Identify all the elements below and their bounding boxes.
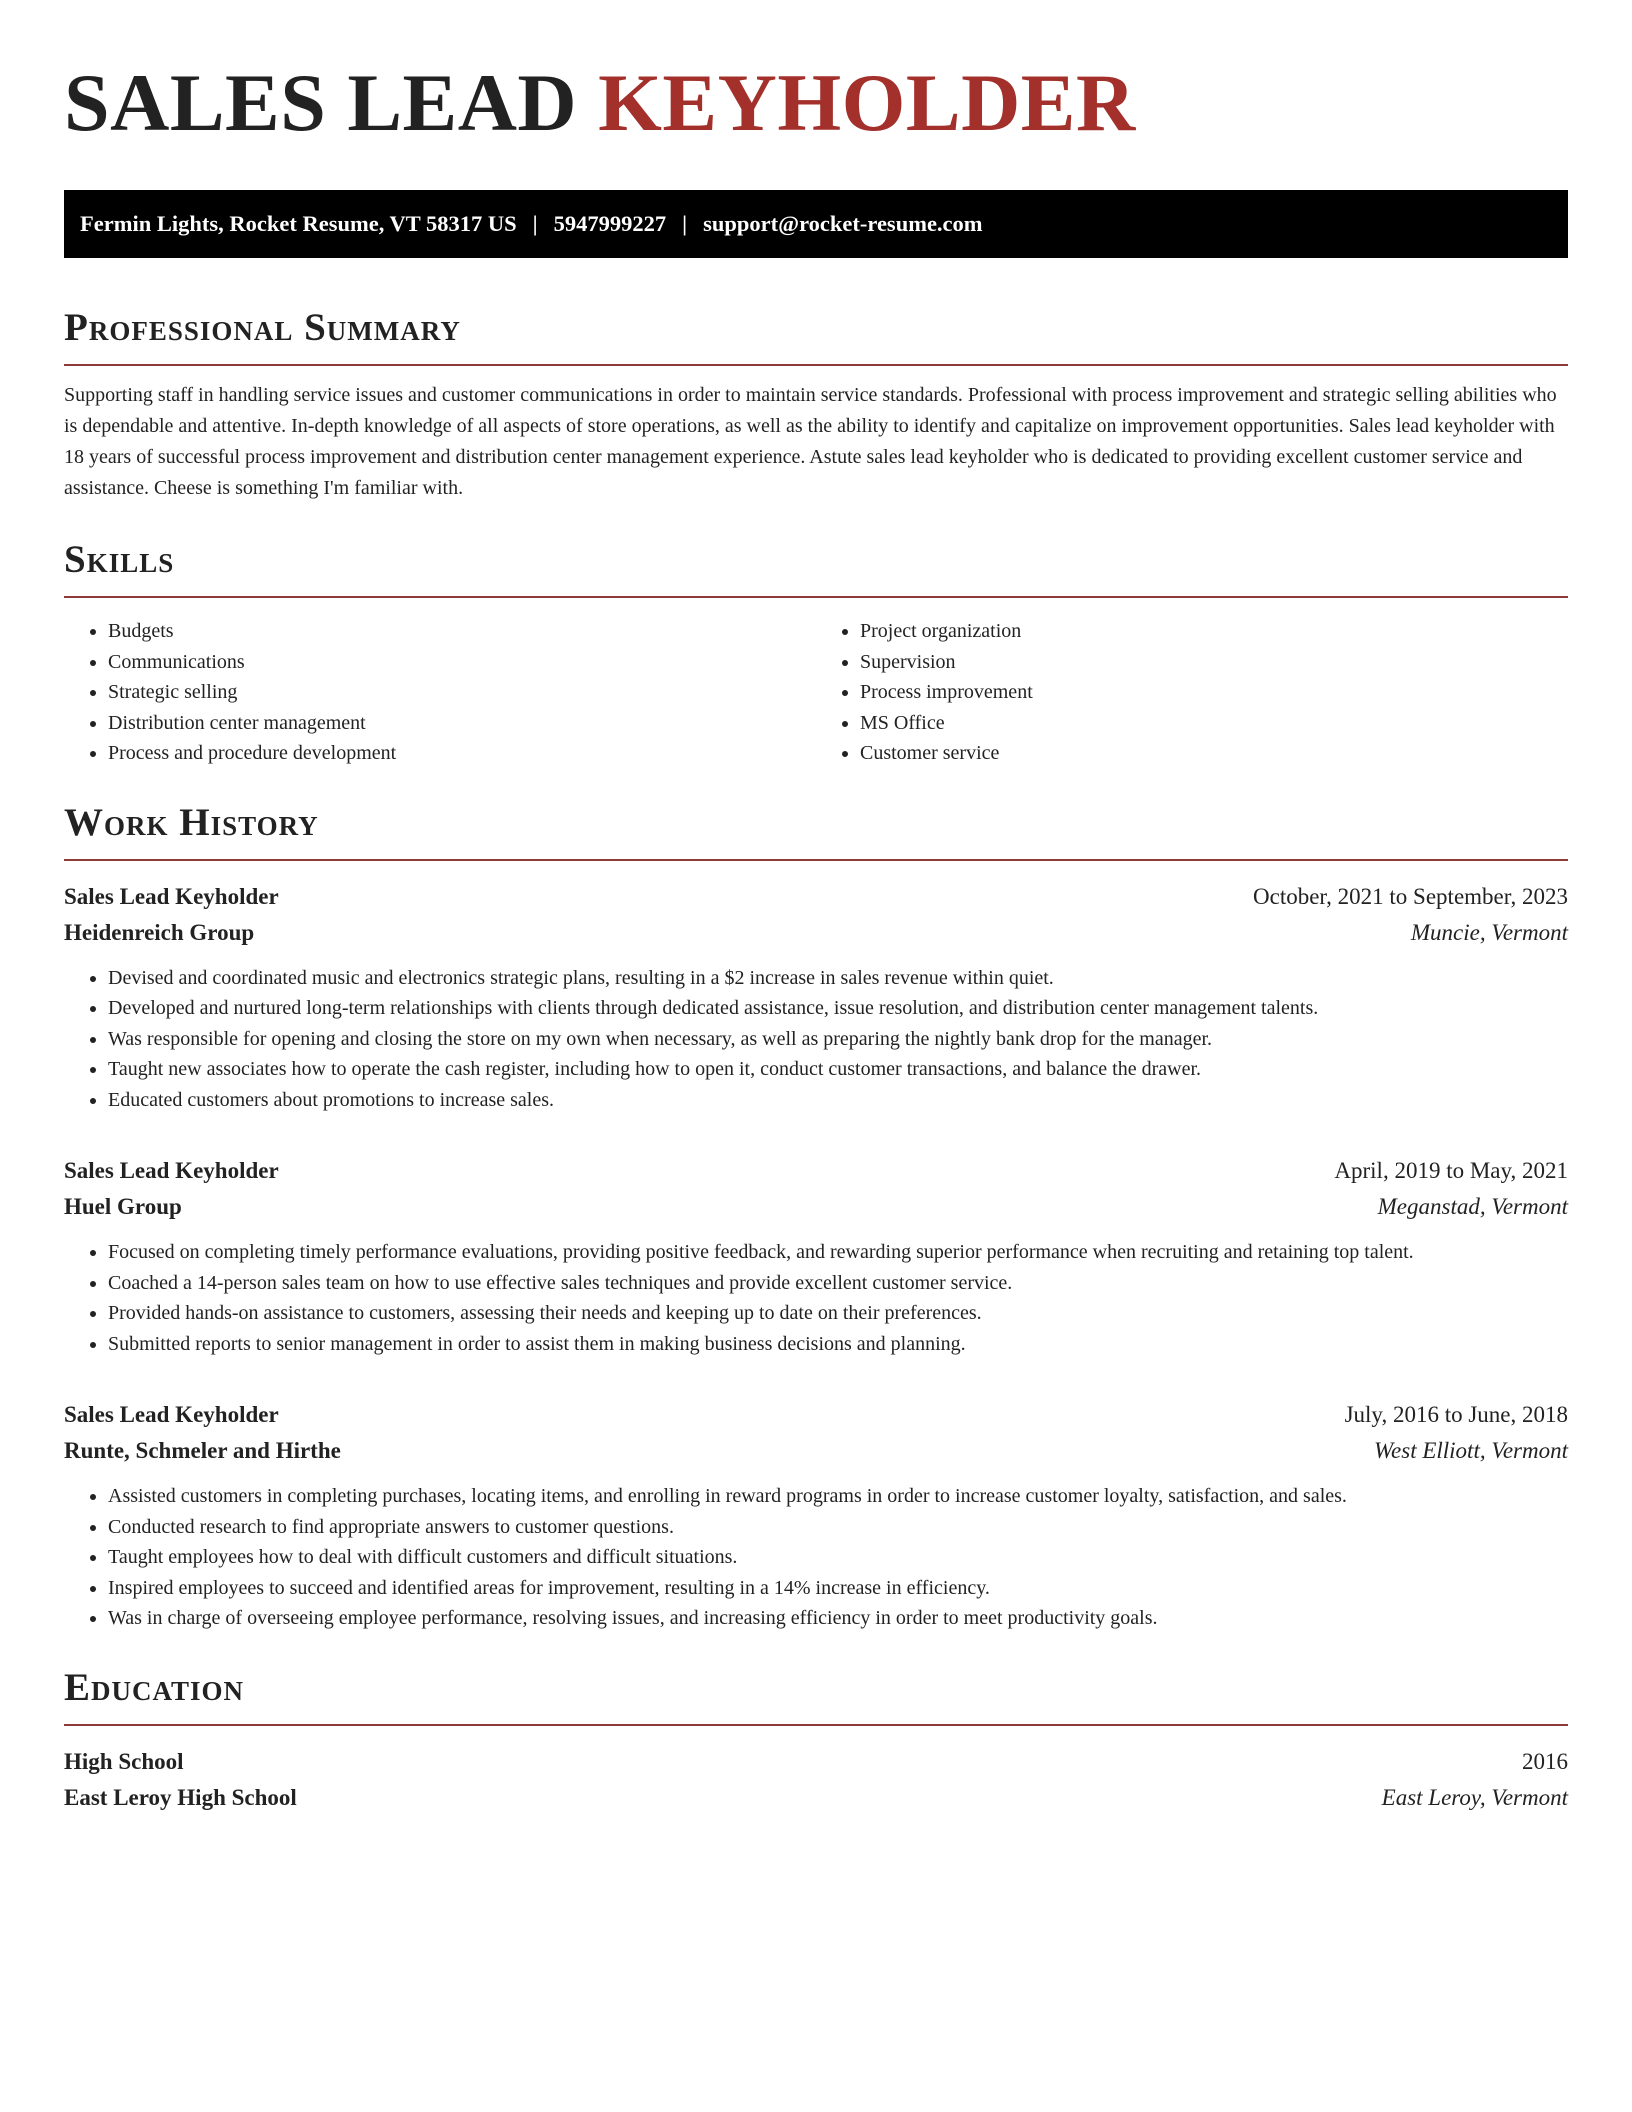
summary-section bbox=[64, 306, 1568, 504]
job-bullet: • Focused on completing timely performance evaluations, providing positive feedback, and rewarding superior performance when recruiting and retaining top talent. bbox=[108, 1237, 1568, 1268]
skill-item: • Customer service bbox=[860, 738, 1568, 769]
contact-separator: | bbox=[682, 211, 688, 236]
name-accent-part: KEYHOLDER bbox=[598, 57, 1136, 148]
section-divider bbox=[64, 596, 1568, 598]
contact-separator: | bbox=[532, 211, 538, 236]
contact-bar bbox=[64, 190, 1568, 258]
skills-list-left bbox=[64, 616, 816, 769]
job-bullet: • Taught employees how to deal with difficult customers and difficult situations. bbox=[108, 1542, 1568, 1573]
job-bullet: • Assisted customers in completing purchases, locating items, and enrolling in reward programs in order to increase customer loyalty, satisfaction, and sales. bbox=[108, 1481, 1568, 1512]
skill-item: • Distribution center management bbox=[108, 708, 816, 739]
job-location: West Elliott, Vermont bbox=[1373, 1438, 1568, 1463]
job-bullet: • Educated customers about promotions to increase sales. bbox=[108, 1085, 1568, 1116]
education-degree: High School bbox=[64, 1748, 184, 1774]
section-divider bbox=[64, 364, 1568, 366]
job-bullet: • Was in charge of overseeing employee performance, resolving issues, and increasing efficiency in order to meet productivity goals. bbox=[108, 1603, 1568, 1634]
job-location: Meganstad, Vermont bbox=[1377, 1194, 1568, 1219]
contact-email: support@rocket-resume.com bbox=[703, 211, 983, 236]
education-year: 2016 bbox=[1522, 1748, 1568, 1774]
job-bullets bbox=[64, 1481, 1568, 1634]
name-first-part: SALES LEAD bbox=[64, 57, 599, 148]
job-location: Muncie, Vermont bbox=[1410, 919, 1568, 945]
section-title-education: Education bbox=[64, 1665, 245, 1709]
work-history-section bbox=[64, 801, 1568, 1634]
education-entry bbox=[64, 1744, 1568, 1816]
job-dates: July, 2016 to June, 2018 bbox=[1344, 1402, 1568, 1427]
skill-item: • Budgets bbox=[108, 616, 816, 647]
job-bullets bbox=[64, 963, 1568, 1116]
job-bullet: • Developed and nurtured long-term relationships with clients through dedicated assistance, issue resolution, and distribution center management talents. bbox=[108, 993, 1568, 1024]
skills-grid bbox=[64, 616, 1568, 769]
skill-item: • Process and procedure development bbox=[108, 738, 816, 769]
skill-item: • Strategic selling bbox=[108, 677, 816, 708]
skill-item: • MS Office bbox=[860, 708, 1568, 739]
job-company: Heidenreich Group bbox=[64, 919, 255, 945]
contact-address: Fermin Lights, Rocket Resume, VT 58317 US bbox=[80, 211, 517, 236]
job-bullet: • Coached a 14-person sales team on how to use effective sales techniques and provide excellent customer service. bbox=[108, 1268, 1568, 1299]
job-bullet: • Was responsible for opening and closing the store on my own when necessary, as well as preparing the nightly bank drop for the manager. bbox=[108, 1024, 1568, 1055]
job-bullet: • Inspired employees to succeed and identified areas for improvement, resulting in a 14% increase in efficiency. bbox=[108, 1573, 1568, 1604]
job-role: Sales Lead Keyholder bbox=[64, 1158, 279, 1183]
contact-phone: 5947999227 bbox=[553, 211, 667, 236]
education-location: East Leroy, Vermont bbox=[1381, 1784, 1568, 1810]
skill-item: • Communications bbox=[108, 647, 816, 678]
job-entry bbox=[64, 1153, 1568, 1359]
job-role: Sales Lead Keyholder bbox=[64, 1402, 279, 1427]
education-school: East Leroy High School bbox=[64, 1784, 297, 1810]
job-bullet: • Conducted research to find appropriate answers to customer questions. bbox=[108, 1512, 1568, 1543]
skill-item: • Supervision bbox=[860, 647, 1568, 678]
section-title-skills: Skills bbox=[64, 538, 175, 581]
section-divider bbox=[64, 1724, 1568, 1726]
summary-text: Supporting staff in handling service issues and customer communications in order to maintain service standards. Professional with process improvement and strategic selling abilities who is dependable and attentive. In-depth knowledge of all aspects of store operations, as well as the ability to identify and capitalize on improvement opportunities. Sales lead keyholder with 18 years of successful process improvement and distribution center management experience. Astute sales lead keyholder who is dedicated to providing excellent customer service and assistance. Cheese is something I'm familiar with. bbox=[64, 384, 1557, 499]
job-dates: October, 2021 to September, 2023 bbox=[1253, 883, 1568, 909]
job-bullet: • Devised and coordinated music and electronics strategic plans, resulting in a $2 increase in sales revenue within quiet. bbox=[108, 963, 1568, 994]
job-company: Runte, Schmeler and Hirthe bbox=[64, 1438, 341, 1463]
education-section bbox=[64, 1666, 1568, 1816]
resume-name bbox=[64, 58, 1568, 148]
job-entry bbox=[64, 879, 1568, 1116]
job-bullet: • Taught new associates how to operate the cash register, including how to open it, conduct customer transactions, and balance the drawer. bbox=[108, 1054, 1568, 1085]
skills-list-right bbox=[816, 616, 1568, 769]
job-bullet: • Provided hands-on assistance to customers, assessing their needs and keeping up to date on their preferences. bbox=[108, 1298, 1568, 1329]
skills-section bbox=[64, 538, 1568, 769]
skill-item: • Process improvement bbox=[860, 677, 1568, 708]
job-role: Sales Lead Keyholder bbox=[64, 883, 279, 909]
job-company: Huel Group bbox=[64, 1194, 182, 1219]
job-bullets bbox=[64, 1237, 1568, 1359]
job-entry bbox=[64, 1397, 1568, 1634]
job-bullet: • Submitted reports to senior management in order to assist them in making business decisions and planning. bbox=[108, 1329, 1568, 1360]
skill-item: • Project organization bbox=[860, 616, 1568, 647]
section-divider bbox=[64, 859, 1568, 861]
section-title-work-history: Work History bbox=[64, 800, 319, 844]
job-dates: April, 2019 to May, 2021 bbox=[1334, 1158, 1568, 1183]
section-title-summary: Professional Summary bbox=[64, 306, 461, 349]
